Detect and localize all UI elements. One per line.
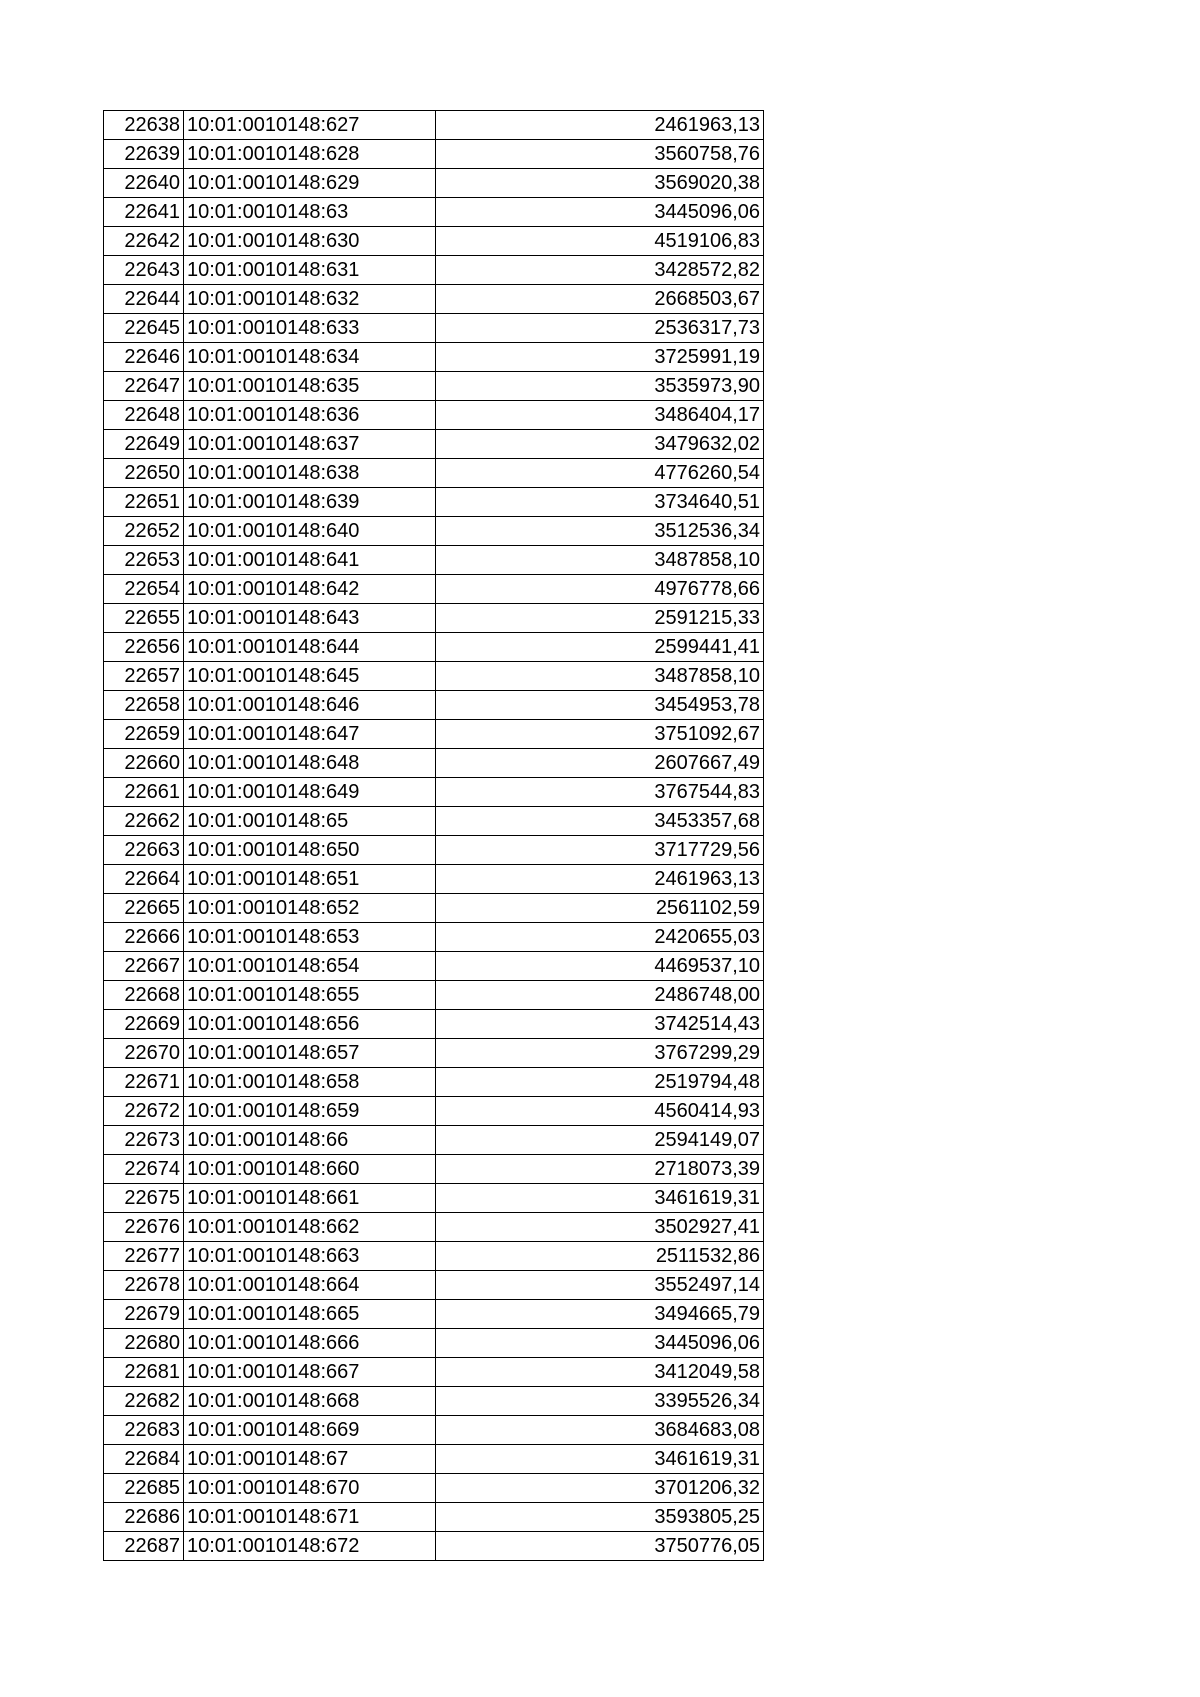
value-cell: 3552497,14 xyxy=(436,1271,764,1300)
row-number-cell: 22680 xyxy=(104,1329,184,1358)
row-number-cell: 22641 xyxy=(104,198,184,227)
value-cell: 4519106,83 xyxy=(436,227,764,256)
value-cell: 2536317,73 xyxy=(436,314,764,343)
value-cell: 3461619,31 xyxy=(436,1184,764,1213)
cadastral-number-cell: 10:01:0010148:640 xyxy=(184,517,436,546)
row-number-cell: 22649 xyxy=(104,430,184,459)
value-cell: 3412049,58 xyxy=(436,1358,764,1387)
value-cell: 3734640,51 xyxy=(436,488,764,517)
row-number-cell: 22657 xyxy=(104,662,184,691)
table-row xyxy=(104,285,764,314)
table-row xyxy=(104,720,764,749)
row-number-cell: 22638 xyxy=(104,111,184,140)
cadastral-number-cell: 10:01:0010148:630 xyxy=(184,227,436,256)
row-number-cell: 22651 xyxy=(104,488,184,517)
row-number-cell: 22667 xyxy=(104,952,184,981)
cadastral-number-cell: 10:01:0010148:643 xyxy=(184,604,436,633)
data-table xyxy=(103,110,764,1561)
row-number-cell: 22648 xyxy=(104,401,184,430)
row-number-cell: 22647 xyxy=(104,372,184,401)
table-row xyxy=(104,1503,764,1532)
row-number-cell: 22658 xyxy=(104,691,184,720)
cadastral-number-cell: 10:01:0010148:63 xyxy=(184,198,436,227)
value-cell: 3395526,34 xyxy=(436,1387,764,1416)
cadastral-number-cell: 10:01:0010148:671 xyxy=(184,1503,436,1532)
cadastral-number-cell: 10:01:0010148:649 xyxy=(184,778,436,807)
cadastral-number-cell: 10:01:0010148:666 xyxy=(184,1329,436,1358)
table-row xyxy=(104,1387,764,1416)
cadastral-number-cell: 10:01:0010148:660 xyxy=(184,1155,436,1184)
cadastral-number-cell: 10:01:0010148:672 xyxy=(184,1532,436,1561)
row-number-cell: 22645 xyxy=(104,314,184,343)
cadastral-number-cell: 10:01:0010148:65 xyxy=(184,807,436,836)
table-row xyxy=(104,923,764,952)
table-row xyxy=(104,1010,764,1039)
cadastral-number-cell: 10:01:0010148:645 xyxy=(184,662,436,691)
row-number-cell: 22664 xyxy=(104,865,184,894)
table-row xyxy=(104,575,764,604)
table-row xyxy=(104,1039,764,1068)
row-number-cell: 22670 xyxy=(104,1039,184,1068)
value-cell: 3428572,82 xyxy=(436,256,764,285)
table-row xyxy=(104,546,764,575)
cadastral-number-cell: 10:01:0010148:636 xyxy=(184,401,436,430)
table-row xyxy=(104,140,764,169)
row-number-cell: 22653 xyxy=(104,546,184,575)
table-row xyxy=(104,633,764,662)
value-cell: 3487858,10 xyxy=(436,662,764,691)
table-row xyxy=(104,749,764,778)
table-row xyxy=(104,1532,764,1561)
row-number-cell: 22650 xyxy=(104,459,184,488)
value-cell: 3445096,06 xyxy=(436,1329,764,1358)
cadastral-number-cell: 10:01:0010148:651 xyxy=(184,865,436,894)
table-row xyxy=(104,1242,764,1271)
row-number-cell: 22683 xyxy=(104,1416,184,1445)
table-row xyxy=(104,1474,764,1503)
table-row xyxy=(104,1213,764,1242)
table-row xyxy=(104,488,764,517)
table-row xyxy=(104,952,764,981)
table-row xyxy=(104,894,764,923)
table-row xyxy=(104,778,764,807)
cadastral-number-cell: 10:01:0010148:657 xyxy=(184,1039,436,1068)
table-row xyxy=(104,1068,764,1097)
value-cell: 3512536,34 xyxy=(436,517,764,546)
cadastral-number-cell: 10:01:0010148:668 xyxy=(184,1387,436,1416)
row-number-cell: 22656 xyxy=(104,633,184,662)
table-row xyxy=(104,256,764,285)
value-cell: 3454953,78 xyxy=(436,691,764,720)
row-number-cell: 22644 xyxy=(104,285,184,314)
value-cell: 2599441,41 xyxy=(436,633,764,662)
table-row xyxy=(104,111,764,140)
table-row xyxy=(104,343,764,372)
cadastral-number-cell: 10:01:0010148:652 xyxy=(184,894,436,923)
row-number-cell: 22685 xyxy=(104,1474,184,1503)
value-cell: 2461963,13 xyxy=(436,865,764,894)
cadastral-number-cell: 10:01:0010148:665 xyxy=(184,1300,436,1329)
cadastral-number-cell: 10:01:0010148:663 xyxy=(184,1242,436,1271)
value-cell: 3684683,08 xyxy=(436,1416,764,1445)
value-cell: 2607667,49 xyxy=(436,749,764,778)
value-cell: 4776260,54 xyxy=(436,459,764,488)
value-cell: 3535973,90 xyxy=(436,372,764,401)
row-number-cell: 22668 xyxy=(104,981,184,1010)
table-row xyxy=(104,1300,764,1329)
row-number-cell: 22640 xyxy=(104,169,184,198)
table-row xyxy=(104,1126,764,1155)
row-number-cell: 22675 xyxy=(104,1184,184,1213)
table-row xyxy=(104,372,764,401)
row-number-cell: 22686 xyxy=(104,1503,184,1532)
table-row xyxy=(104,1445,764,1474)
table-row xyxy=(104,1358,764,1387)
table-row xyxy=(104,981,764,1010)
cadastral-number-cell: 10:01:0010148:662 xyxy=(184,1213,436,1242)
cadastral-number-cell: 10:01:0010148:658 xyxy=(184,1068,436,1097)
value-cell: 3494665,79 xyxy=(436,1300,764,1329)
value-cell: 3487858,10 xyxy=(436,546,764,575)
value-cell: 3593805,25 xyxy=(436,1503,764,1532)
row-number-cell: 22646 xyxy=(104,343,184,372)
table-row xyxy=(104,198,764,227)
value-cell: 2591215,33 xyxy=(436,604,764,633)
value-cell: 2486748,00 xyxy=(436,981,764,1010)
value-cell: 2420655,03 xyxy=(436,923,764,952)
value-cell: 3750776,05 xyxy=(436,1532,764,1561)
value-cell: 2461963,13 xyxy=(436,111,764,140)
table-row xyxy=(104,1097,764,1126)
cadastral-number-cell: 10:01:0010148:627 xyxy=(184,111,436,140)
row-number-cell: 22679 xyxy=(104,1300,184,1329)
value-cell: 2718073,39 xyxy=(436,1155,764,1184)
table-row xyxy=(104,430,764,459)
cadastral-number-cell: 10:01:0010148:642 xyxy=(184,575,436,604)
table-row xyxy=(104,662,764,691)
cadastral-number-cell: 10:01:0010148:632 xyxy=(184,285,436,314)
row-number-cell: 22663 xyxy=(104,836,184,865)
row-number-cell: 22660 xyxy=(104,749,184,778)
cadastral-number-cell: 10:01:0010148:644 xyxy=(184,633,436,662)
table-row xyxy=(104,169,764,198)
cadastral-number-cell: 10:01:0010148:641 xyxy=(184,546,436,575)
value-cell: 3742514,43 xyxy=(436,1010,764,1039)
value-cell: 2519794,48 xyxy=(436,1068,764,1097)
value-cell: 3453357,68 xyxy=(436,807,764,836)
row-number-cell: 22643 xyxy=(104,256,184,285)
row-number-cell: 22655 xyxy=(104,604,184,633)
value-cell: 2561102,59 xyxy=(436,894,764,923)
value-cell: 4469537,10 xyxy=(436,952,764,981)
cadastral-number-cell: 10:01:0010148:661 xyxy=(184,1184,436,1213)
row-number-cell: 22677 xyxy=(104,1242,184,1271)
value-cell: 3767299,29 xyxy=(436,1039,764,1068)
cadastral-number-cell: 10:01:0010148:631 xyxy=(184,256,436,285)
table-row xyxy=(104,1184,764,1213)
table-row xyxy=(104,314,764,343)
value-cell: 3445096,06 xyxy=(436,198,764,227)
row-number-cell: 22674 xyxy=(104,1155,184,1184)
cadastral-number-cell: 10:01:0010148:648 xyxy=(184,749,436,778)
row-number-cell: 22671 xyxy=(104,1068,184,1097)
cadastral-number-cell: 10:01:0010148:664 xyxy=(184,1271,436,1300)
table-row xyxy=(104,1329,764,1358)
row-number-cell: 22676 xyxy=(104,1213,184,1242)
cadastral-number-cell: 10:01:0010148:633 xyxy=(184,314,436,343)
value-cell: 3725991,19 xyxy=(436,343,764,372)
value-cell: 3701206,32 xyxy=(436,1474,764,1503)
table-row xyxy=(104,459,764,488)
row-number-cell: 22682 xyxy=(104,1387,184,1416)
value-cell: 3461619,31 xyxy=(436,1445,764,1474)
row-number-cell: 22662 xyxy=(104,807,184,836)
cadastral-number-cell: 10:01:0010148:67 xyxy=(184,1445,436,1474)
row-number-cell: 22687 xyxy=(104,1532,184,1561)
cadastral-number-cell: 10:01:0010148:670 xyxy=(184,1474,436,1503)
cadastral-number-cell: 10:01:0010148:659 xyxy=(184,1097,436,1126)
table-row xyxy=(104,1271,764,1300)
cadastral-number-cell: 10:01:0010148:66 xyxy=(184,1126,436,1155)
value-cell: 2511532,86 xyxy=(436,1242,764,1271)
value-cell: 4560414,93 xyxy=(436,1097,764,1126)
value-cell: 3486404,17 xyxy=(436,401,764,430)
row-number-cell: 22666 xyxy=(104,923,184,952)
cadastral-number-cell: 10:01:0010148:628 xyxy=(184,140,436,169)
value-cell: 2668503,67 xyxy=(436,285,764,314)
value-cell: 3569020,38 xyxy=(436,169,764,198)
table-row xyxy=(104,401,764,430)
table-row xyxy=(104,604,764,633)
table-row xyxy=(104,1155,764,1184)
row-number-cell: 22659 xyxy=(104,720,184,749)
value-cell: 3502927,41 xyxy=(436,1213,764,1242)
table-row xyxy=(104,836,764,865)
value-cell: 2594149,07 xyxy=(436,1126,764,1155)
value-cell: 3717729,56 xyxy=(436,836,764,865)
value-cell: 4976778,66 xyxy=(436,575,764,604)
row-number-cell: 22673 xyxy=(104,1126,184,1155)
row-number-cell: 22654 xyxy=(104,575,184,604)
cadastral-number-cell: 10:01:0010148:629 xyxy=(184,169,436,198)
value-cell: 3479632,02 xyxy=(436,430,764,459)
row-number-cell: 22681 xyxy=(104,1358,184,1387)
row-number-cell: 22642 xyxy=(104,227,184,256)
row-number-cell: 22678 xyxy=(104,1271,184,1300)
cadastral-number-cell: 10:01:0010148:646 xyxy=(184,691,436,720)
cadastral-number-cell: 10:01:0010148:650 xyxy=(184,836,436,865)
row-number-cell: 22672 xyxy=(104,1097,184,1126)
row-number-cell: 22684 xyxy=(104,1445,184,1474)
row-number-cell: 22652 xyxy=(104,517,184,546)
cadastral-number-cell: 10:01:0010148:647 xyxy=(184,720,436,749)
table-row xyxy=(104,517,764,546)
row-number-cell: 22665 xyxy=(104,894,184,923)
table-row xyxy=(104,691,764,720)
table-row xyxy=(104,807,764,836)
value-cell: 3767544,83 xyxy=(436,778,764,807)
row-number-cell: 22669 xyxy=(104,1010,184,1039)
cadastral-number-cell: 10:01:0010148:639 xyxy=(184,488,436,517)
cadastral-number-cell: 10:01:0010148:638 xyxy=(184,459,436,488)
cadastral-number-cell: 10:01:0010148:656 xyxy=(184,1010,436,1039)
row-number-cell: 22639 xyxy=(104,140,184,169)
cadastral-number-cell: 10:01:0010148:667 xyxy=(184,1358,436,1387)
cadastral-number-cell: 10:01:0010148:669 xyxy=(184,1416,436,1445)
table-row xyxy=(104,1416,764,1445)
cadastral-number-cell: 10:01:0010148:637 xyxy=(184,430,436,459)
row-number-cell: 22661 xyxy=(104,778,184,807)
cadastral-number-cell: 10:01:0010148:653 xyxy=(184,923,436,952)
table-body xyxy=(104,111,764,1561)
cadastral-number-cell: 10:01:0010148:655 xyxy=(184,981,436,1010)
cadastral-number-cell: 10:01:0010148:635 xyxy=(184,372,436,401)
table-row xyxy=(104,227,764,256)
cadastral-number-cell: 10:01:0010148:634 xyxy=(184,343,436,372)
value-cell: 3751092,67 xyxy=(436,720,764,749)
cadastral-number-cell: 10:01:0010148:654 xyxy=(184,952,436,981)
table-row xyxy=(104,865,764,894)
value-cell: 3560758,76 xyxy=(436,140,764,169)
